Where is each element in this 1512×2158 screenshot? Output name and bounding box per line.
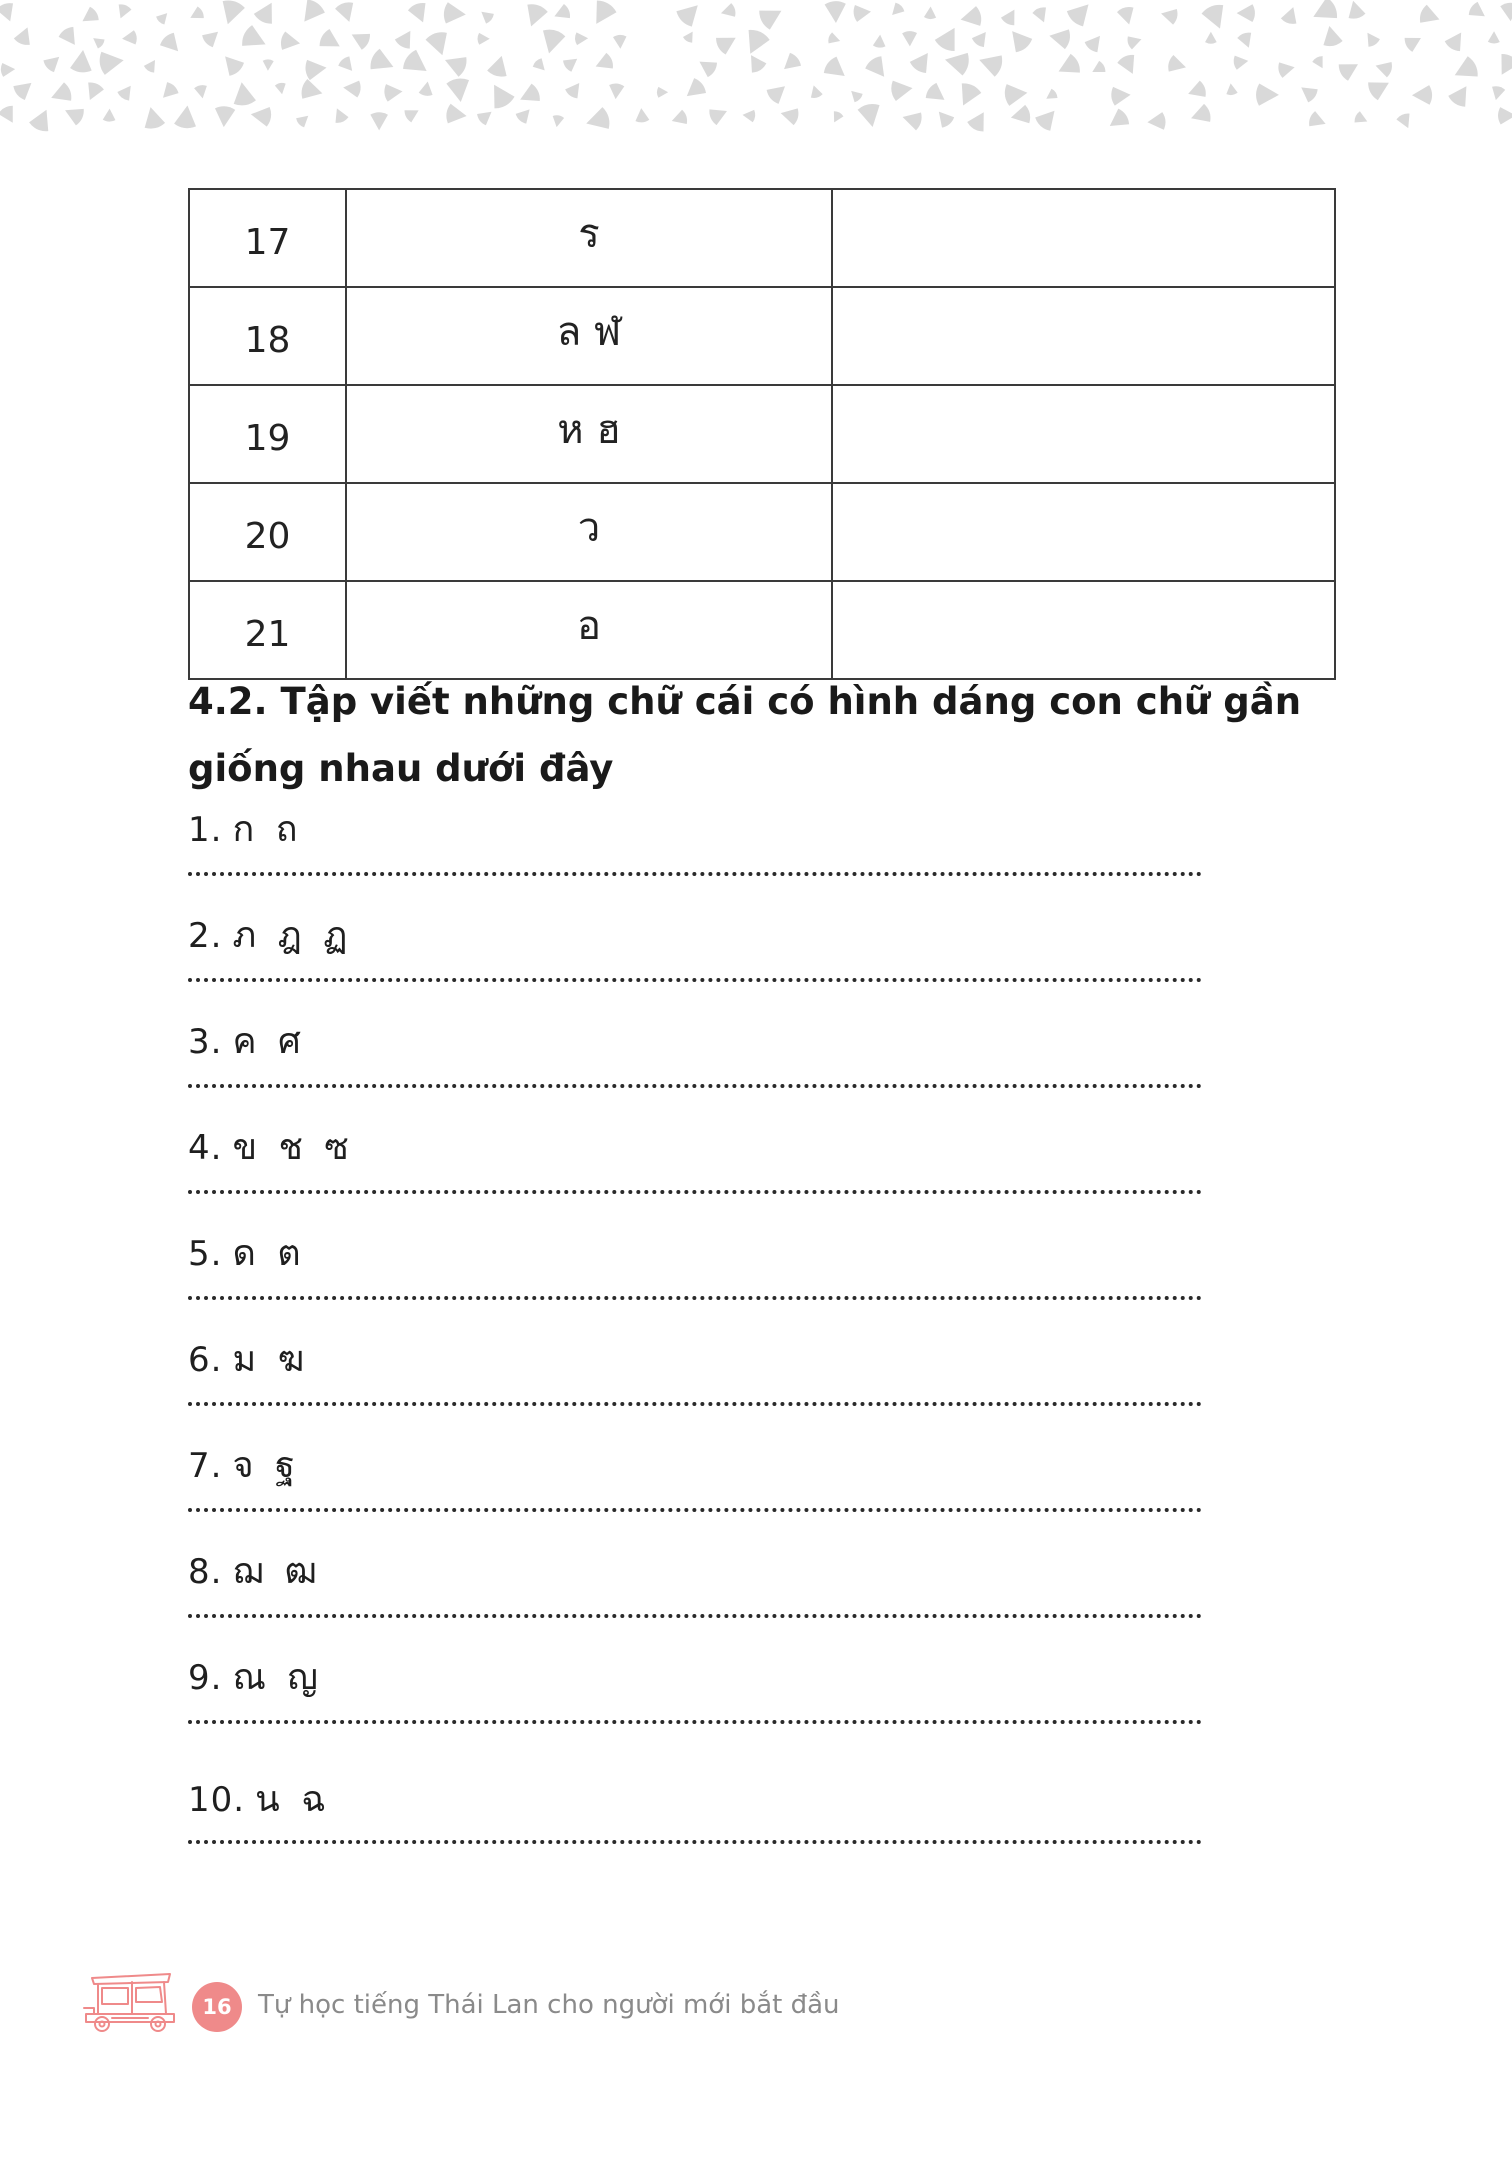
- pattern-shape: [304, 57, 328, 80]
- pattern-shape: [1225, 83, 1238, 96]
- pattern-shape: [275, 82, 288, 95]
- row-answer: [832, 483, 1335, 581]
- writing-line[interactable]: [188, 978, 1202, 982]
- pattern-shape: [959, 6, 983, 30]
- pattern-shape: [90, 34, 106, 50]
- pattern-shape: [1009, 104, 1032, 127]
- pattern-shape: [583, 106, 612, 134]
- pattern-shape: [1237, 31, 1256, 50]
- pattern-shape: [157, 80, 180, 103]
- pattern-shape: [0, 62, 15, 77]
- pattern-shape: [82, 80, 105, 103]
- pattern-shape: [847, 87, 864, 104]
- pattern-shape: [521, 2, 549, 30]
- pattern-shape: [681, 76, 708, 103]
- pattern-shape: [1104, 107, 1131, 134]
- pattern-shape: [1396, 112, 1415, 131]
- item-number: 1.: [188, 810, 223, 850]
- pattern-shape: [829, 110, 844, 125]
- pattern-shape: [1308, 0, 1340, 27]
- pattern-shape: [532, 57, 550, 75]
- pattern-shape: [1004, 82, 1029, 107]
- item-number: 6.: [188, 1340, 223, 1380]
- item-number: 10.: [188, 1780, 246, 1820]
- row-number: 18: [189, 287, 346, 385]
- pattern-shape: [476, 106, 496, 126]
- pattern-shape: [218, 50, 246, 78]
- pattern-shape: [418, 80, 434, 97]
- item-label: [188, 1648, 319, 1705]
- pattern-shape: [1147, 112, 1167, 131]
- pattern-shape: [695, 54, 719, 78]
- row-number: 17: [189, 189, 346, 287]
- pattern-shape: [779, 105, 800, 126]
- pattern-shape: [407, 1, 432, 26]
- pattern-shape: [330, 105, 349, 124]
- pattern-shape: [1443, 28, 1468, 54]
- pattern-shape: [857, 102, 884, 129]
- pattern-shape: [42, 51, 65, 74]
- pattern-shape: [1412, 85, 1433, 105]
- pattern-shape: [942, 48, 970, 76]
- pattern-shape: [296, 0, 327, 28]
- pattern-shape: [337, 55, 358, 76]
- item-number: 7.: [188, 1446, 223, 1486]
- pattern-shape: [425, 30, 453, 59]
- list-item: [188, 1214, 1208, 1320]
- pattern-shape: [1126, 33, 1143, 50]
- pattern-shape: [1116, 5, 1137, 26]
- item-label: [188, 1330, 305, 1387]
- pattern-shape: [1320, 24, 1343, 48]
- pattern-shape: [551, 3, 571, 23]
- pattern-shape: [1116, 53, 1141, 78]
- pattern-shape: [445, 103, 468, 125]
- item-number: 3.: [188, 1022, 223, 1062]
- pattern-shape: [1167, 54, 1189, 75]
- writing-line[interactable]: [188, 1296, 1202, 1300]
- pattern-shape: [28, 105, 56, 133]
- pattern-shape: [516, 82, 542, 108]
- writing-line[interactable]: [188, 1190, 1202, 1194]
- pattern-shape: [295, 111, 312, 128]
- pattern-shape: [562, 53, 582, 73]
- pattern-shape: [1498, 107, 1512, 125]
- writing-line[interactable]: [188, 1402, 1202, 1406]
- pattern-shape: [1083, 31, 1106, 54]
- item-number: 8.: [188, 1552, 223, 1592]
- list-item: [188, 1002, 1208, 1108]
- pattern-shape: [116, 82, 136, 103]
- pattern-shape: [740, 27, 771, 59]
- book-title: Tự học tiếng Thái Lan cho người mới bắt đầu: [258, 1990, 840, 2020]
- pattern-shape: [1353, 110, 1370, 127]
- table-row: [189, 385, 1335, 483]
- pattern-shape: [657, 87, 668, 98]
- writing-line[interactable]: [188, 1840, 1202, 1844]
- pattern-shape: [486, 53, 511, 78]
- pattern-shape: [48, 81, 74, 107]
- pattern-shape: [669, 109, 688, 128]
- list-item: [188, 1638, 1208, 1744]
- pattern-shape: [403, 104, 422, 123]
- pattern-shape: [103, 108, 116, 122]
- pattern-shape: [674, 0, 705, 29]
- pattern-shape: [1032, 6, 1051, 25]
- item-letters: ค ศ: [232, 1021, 302, 1062]
- pattern-shape: [714, 29, 741, 56]
- item-number: 4.: [188, 1128, 223, 1168]
- pattern-shape: [976, 49, 1005, 77]
- pattern-shape: [1447, 81, 1475, 109]
- pattern-shape: [608, 83, 624, 100]
- writing-line[interactable]: [188, 1508, 1202, 1512]
- letters-table: [188, 188, 1336, 680]
- pattern-shape: [757, 1, 787, 31]
- pattern-shape: [70, 49, 94, 74]
- pattern-shape: [551, 114, 564, 128]
- pattern-shape: [1256, 83, 1279, 106]
- pattern-shape: [592, 52, 615, 74]
- pattern-shape: [174, 104, 199, 129]
- pattern-shape: [1418, 4, 1443, 29]
- pattern-shape: [514, 104, 535, 125]
- pattern-shape: [1237, 4, 1255, 22]
- pattern-shape: [1366, 74, 1394, 102]
- pattern-shape: [900, 108, 923, 131]
- item-letters: ข ช ซ: [232, 1127, 350, 1168]
- pattern-shape: [924, 81, 950, 107]
- row-letters: ว: [346, 483, 832, 581]
- pattern-shape: [890, 78, 914, 102]
- pattern-shape: [1307, 110, 1328, 131]
- pattern-shape: [143, 57, 160, 74]
- pattern-shape: [13, 24, 36, 47]
- pattern-shape: [484, 79, 516, 111]
- writing-line[interactable]: [188, 1614, 1202, 1618]
- pattern-shape: [1200, 2, 1230, 33]
- item-letters: ณ ญ: [232, 1657, 319, 1698]
- pattern-shape: [217, 0, 246, 28]
- pattern-shape: [971, 27, 992, 48]
- pattern-shape: [822, 55, 852, 84]
- item-label: [188, 1224, 302, 1281]
- pattern-shape: [121, 30, 137, 46]
- section-heading: 4.2. Tập viết những chữ cái có hình dáng con chữ gần giống nhau dưới đây: [188, 680, 1302, 790]
- pattern-shape: [1403, 31, 1425, 53]
- pattern-shape: [78, 6, 100, 28]
- pattern-shape: [1488, 31, 1500, 44]
- pattern-shape: [707, 103, 730, 126]
- pattern-shape: [924, 6, 937, 19]
- pattern-shape: [827, 32, 842, 47]
- pattern-shape: [634, 107, 649, 123]
- pattern-shape: [1489, 85, 1505, 102]
- list-item: [188, 1744, 1208, 1850]
- pattern-shape: [613, 35, 627, 50]
- item-label: [188, 1542, 318, 1599]
- item-letters: ฌ ฒ: [232, 1551, 319, 1592]
- pattern-shape: [194, 84, 209, 100]
- pattern-shape: [1054, 53, 1083, 81]
- pattern-shape: [966, 108, 992, 134]
- writing-line[interactable]: [188, 1084, 1202, 1088]
- pattern-shape: [1110, 85, 1131, 106]
- pattern-shape: [57, 25, 82, 50]
- pattern-shape: [348, 27, 373, 51]
- row-letters: ล ฬ: [346, 287, 832, 385]
- pattern-shape: [441, 50, 469, 78]
- pattern-shape: [888, 1, 906, 19]
- row-number: 20: [189, 483, 346, 581]
- pattern-shape: [370, 112, 388, 130]
- pattern-shape: [443, 2, 467, 25]
- pattern-shape: [249, 104, 272, 127]
- row-number: 19: [189, 385, 346, 483]
- pattern-shape: [765, 79, 791, 105]
- pattern-shape: [280, 31, 302, 53]
- item-letters: ภ ฎ ฏ: [232, 915, 349, 956]
- pattern-shape: [1188, 103, 1213, 127]
- pattern-shape: [744, 51, 768, 75]
- row-letters: ร: [346, 189, 832, 287]
- pattern-shape: [400, 48, 433, 81]
- row-answer: [832, 385, 1335, 483]
- pattern-shape: [1185, 80, 1207, 102]
- pattern-shape: [908, 47, 936, 75]
- pattern-shape: [824, 1, 846, 24]
- item-number: 5.: [188, 1234, 223, 1274]
- pattern-shape: [1233, 54, 1249, 70]
- item-number: 9.: [188, 1658, 223, 1698]
- item-number: 2.: [188, 916, 223, 956]
- row-answer: [832, 581, 1335, 679]
- pattern-shape: [477, 33, 489, 45]
- pattern-shape: [98, 49, 125, 76]
- pattern-shape: [742, 109, 756, 123]
- pattern-shape: [11, 76, 37, 102]
- item-letters: น ฉ: [255, 1779, 327, 1820]
- pattern-shape: [1047, 26, 1071, 50]
- pattern-shape: [0, 1, 19, 24]
- pattern-shape: [200, 26, 223, 49]
- pattern-shape: [140, 105, 165, 131]
- pattern-shape: [1280, 5, 1301, 26]
- pattern-shape: [446, 77, 472, 104]
- pattern-shape: [231, 81, 257, 107]
- list-item: [188, 1108, 1208, 1214]
- pattern-shape: [1205, 32, 1217, 44]
- pattern-shape: [0, 104, 20, 127]
- pattern-shape: [863, 54, 892, 83]
- pattern-shape: [1336, 56, 1362, 82]
- pattern-shape: [933, 106, 956, 129]
- pattern-shape: [1450, 55, 1481, 85]
- pattern-shape: [384, 83, 404, 102]
- page-footer: [82, 1970, 982, 2042]
- item-label: [188, 1012, 302, 1069]
- pattern-shape: [564, 78, 586, 100]
- row-answer: [832, 287, 1335, 385]
- writing-line[interactable]: [188, 872, 1202, 876]
- pattern-shape: [1467, 1, 1489, 23]
- pattern-shape: [575, 32, 589, 45]
- pattern-shape: [253, 0, 281, 26]
- item-label: [188, 1770, 327, 1827]
- pattern-shape: [682, 29, 697, 44]
- pattern-shape: [933, 22, 964, 53]
- table-row: [189, 483, 1335, 581]
- item-letters: ด ต: [232, 1233, 302, 1274]
- pattern-shape: [1089, 60, 1107, 78]
- page-number-badge: 16: [192, 1982, 242, 2032]
- practice-list: [188, 790, 1208, 1850]
- item-label: [188, 800, 299, 857]
- pattern-shape: [61, 102, 86, 127]
- pattern-shape: [1004, 24, 1034, 54]
- item-letters: ก ถ: [232, 809, 299, 850]
- row-letters: อ: [346, 581, 832, 679]
- table-row: [189, 189, 1335, 287]
- row-number: 21: [189, 581, 346, 679]
- tuk-tuk-icon: [82, 1970, 178, 2034]
- pattern-shape: [873, 34, 887, 48]
- pattern-shape: [342, 79, 361, 98]
- list-item: [188, 790, 1208, 896]
- pattern-shape: [586, 0, 618, 30]
- pattern-shape: [779, 51, 803, 75]
- item-letters: จ ฐ: [232, 1445, 296, 1486]
- list-item: [188, 1532, 1208, 1638]
- pattern-shape: [214, 106, 236, 128]
- pattern-shape: [155, 9, 171, 25]
- pattern-shape: [1362, 29, 1381, 48]
- pattern-shape: [317, 28, 344, 55]
- pattern-shape: [1493, 52, 1512, 80]
- pattern-shape: [808, 84, 823, 100]
- pattern-shape: [262, 59, 273, 71]
- header-pattern: [0, 0, 1512, 140]
- list-item: [188, 896, 1208, 1002]
- pattern-shape: [394, 26, 418, 50]
- pattern-shape: [239, 24, 270, 55]
- pattern-shape: [300, 78, 325, 103]
- pattern-shape: [1345, 0, 1366, 20]
- pattern-shape: [1065, 0, 1097, 29]
- pattern-shape: [1033, 104, 1062, 133]
- item-label: [188, 1436, 296, 1493]
- pattern-shape: [187, 6, 205, 24]
- pattern-shape: [902, 31, 917, 47]
- pattern-shape: [158, 31, 185, 58]
- list-item: [188, 1320, 1208, 1426]
- pattern-shape: [1311, 55, 1327, 71]
- list-item: [188, 1426, 1208, 1532]
- pattern-shape: [1297, 81, 1320, 104]
- pattern-shape: [1043, 88, 1058, 103]
- pattern-shape: [477, 7, 495, 25]
- row-letters: ห ฮ: [346, 385, 832, 483]
- pattern-shape: [1373, 58, 1393, 78]
- item-letters: ม ฆ: [232, 1339, 306, 1380]
- pattern-shape: [1500, 2, 1512, 22]
- pattern-shape: [1000, 6, 1021, 27]
- pattern-shape: [538, 27, 566, 56]
- table-row: [189, 581, 1335, 679]
- pattern-shape: [334, 0, 358, 24]
- pattern-shape: [953, 81, 982, 111]
- pattern-shape: [368, 47, 398, 77]
- writing-line[interactable]: [188, 1720, 1202, 1724]
- pattern-shape: [719, 3, 737, 20]
- pattern-shape: [1159, 6, 1179, 25]
- item-label: [188, 906, 348, 963]
- pattern-shape: [853, 3, 872, 22]
- item-label: [188, 1118, 350, 1175]
- pattern-shape: [1277, 59, 1296, 78]
- table-row: [189, 287, 1335, 385]
- pattern-shape: [114, 3, 132, 21]
- row-answer: [832, 189, 1335, 287]
